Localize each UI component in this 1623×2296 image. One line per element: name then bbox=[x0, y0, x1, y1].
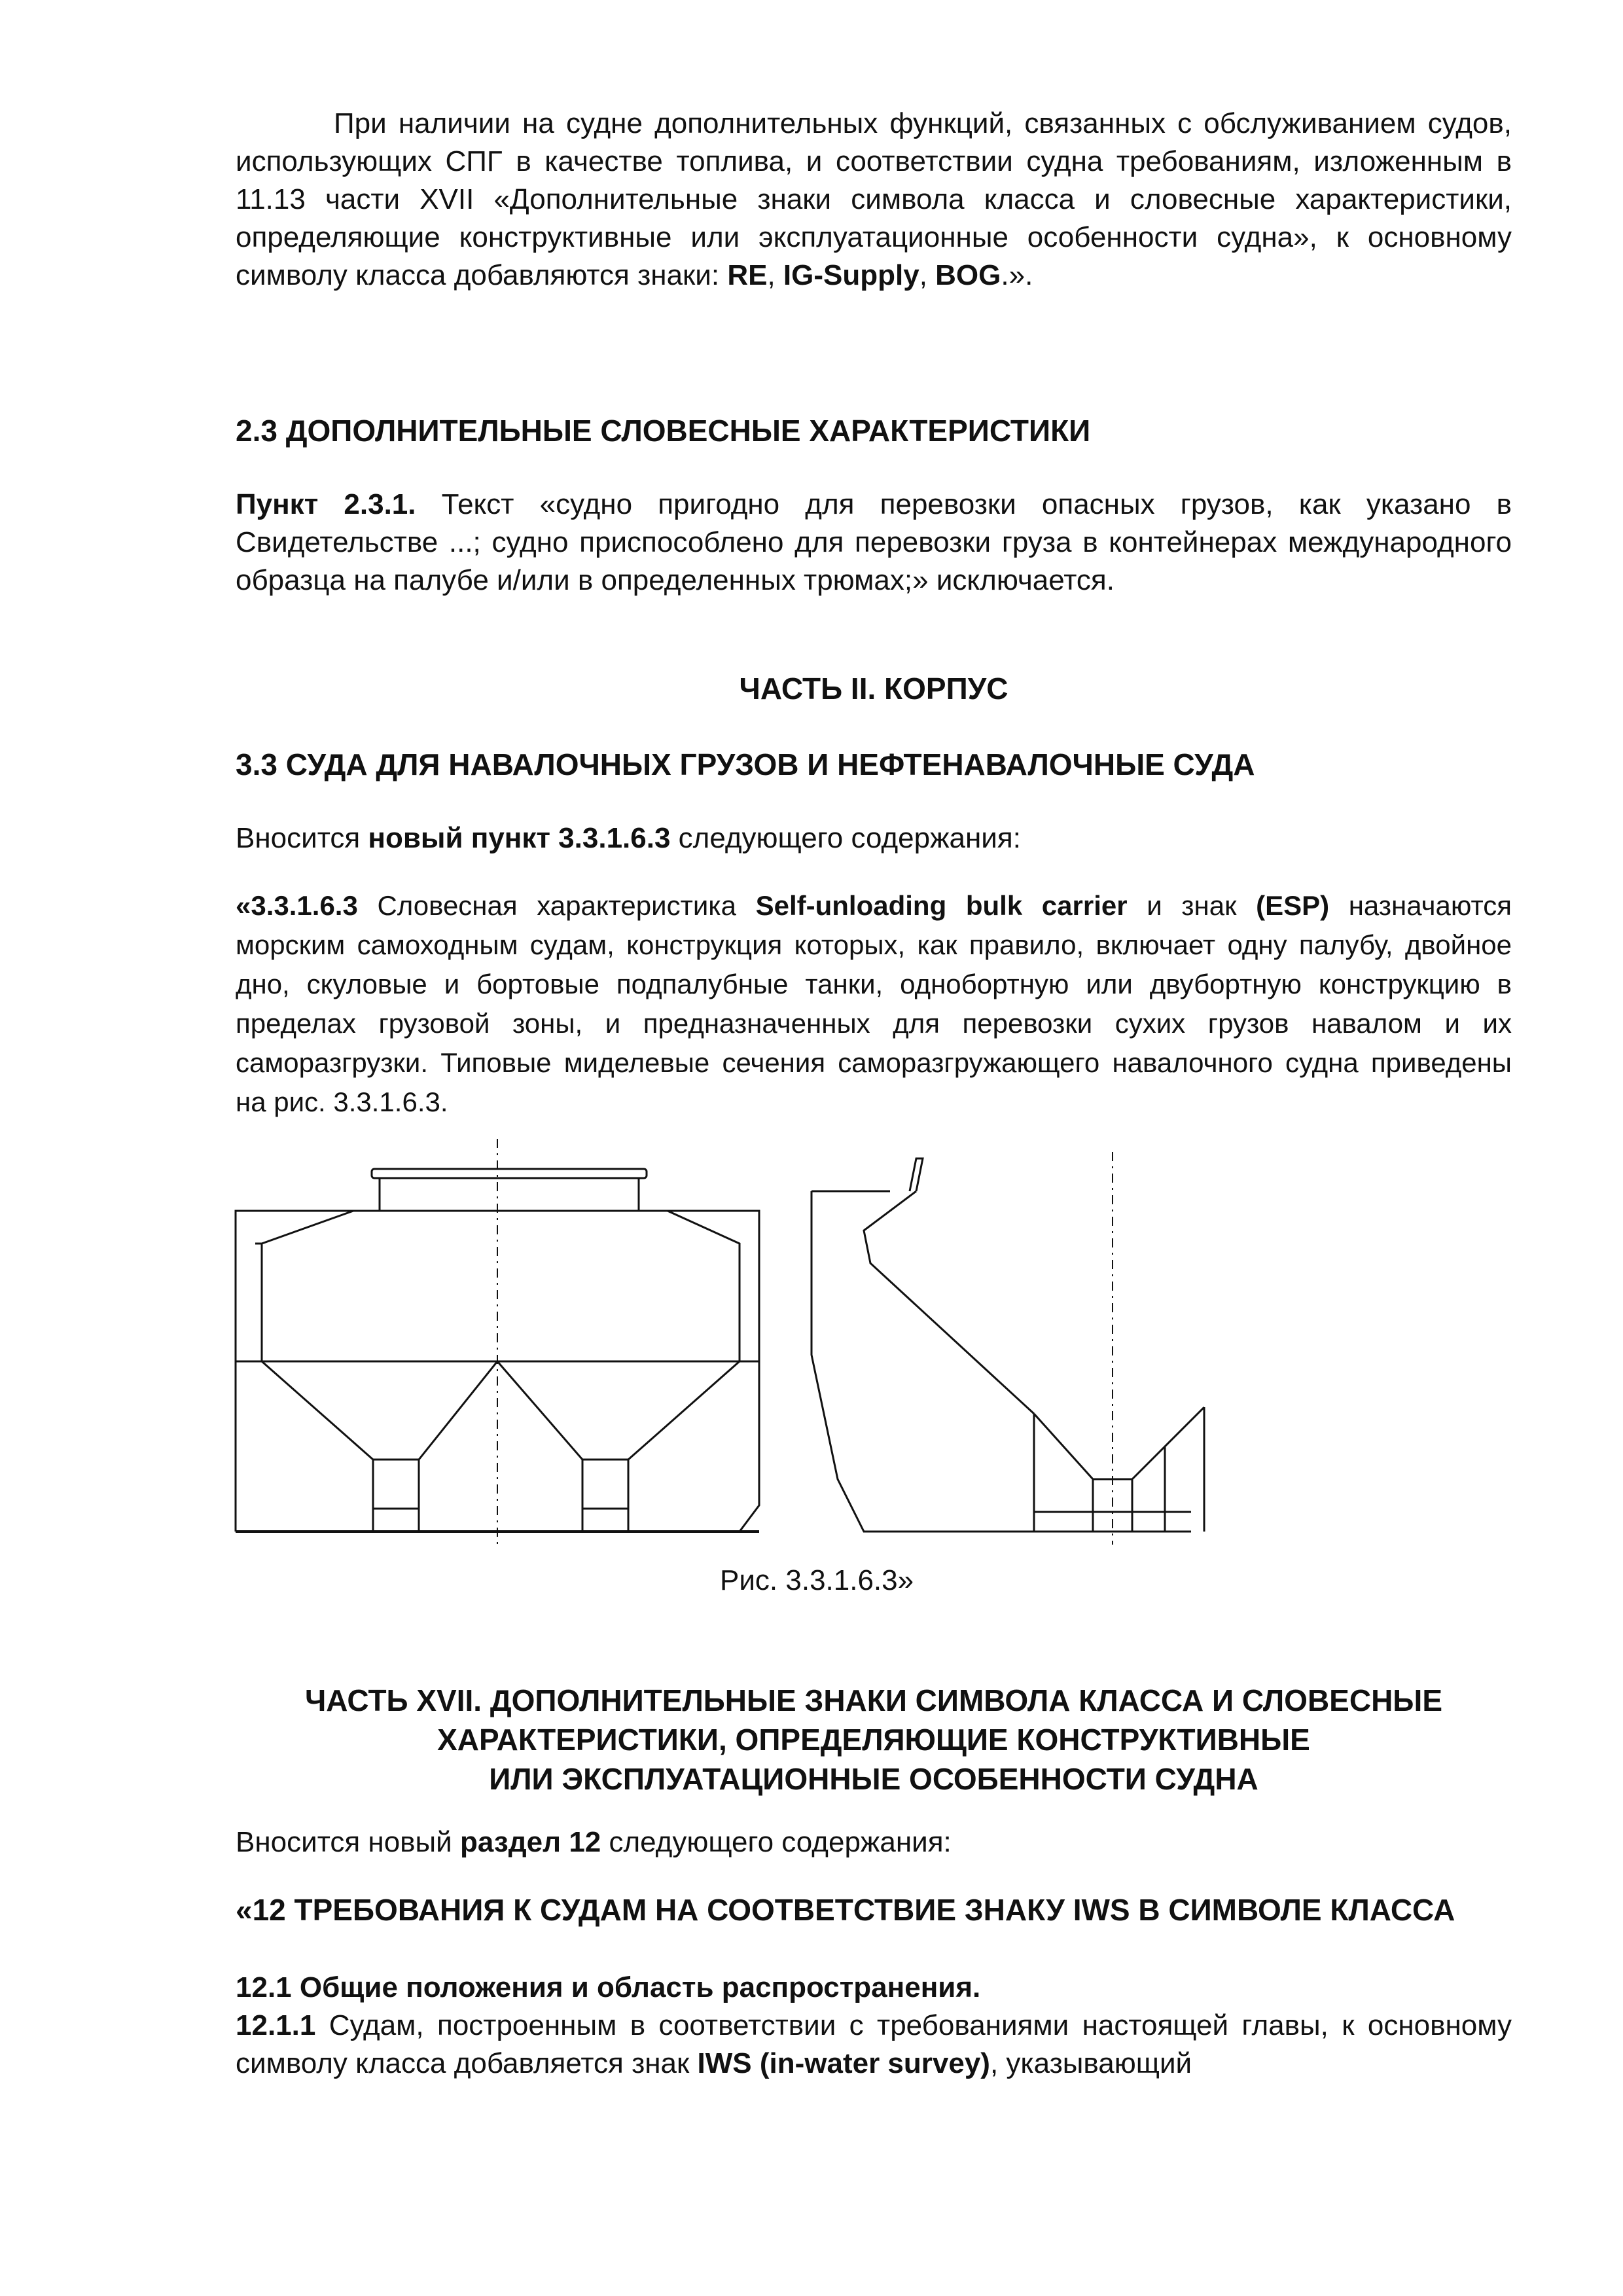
midship-sections-figure bbox=[223, 1139, 1243, 1545]
mark-re: RE bbox=[727, 259, 768, 291]
section-right-drawing bbox=[812, 1152, 1204, 1545]
paragraph-3-3-intro: Вносится новый пункт 3.3.1.6.3 следующего содержания: bbox=[236, 822, 1021, 854]
section-2-3 bbox=[236, 411, 1512, 450]
part-2-title: ЧАСТЬ II. КОРПУС bbox=[739, 672, 1008, 706]
section-2-3-heading: 2.3 ДОПОЛНИТЕЛЬНЫЕ СЛОВЕСНЫЕ ХАРАКТЕРИСТИКИ bbox=[236, 414, 1091, 448]
section-12-heading: «12 ТРЕБОВАНИЯ К СУДАМ НА СООТВЕТСТВИЕ ЗНАКУ IWS В СИМВОЛЕ КЛАССА bbox=[236, 1893, 1455, 1927]
section-12-1-heading: 12.1 Общие положения и область распространения. bbox=[236, 1971, 981, 2003]
paragraph-part-17-intro: Вносится новый раздел 12 следующего содержания: bbox=[236, 1826, 952, 1858]
section-left-drawing bbox=[236, 1139, 759, 1545]
paragraph-lng-functions: При наличии на судне дополнительных функций, связанных с обслуживанием судов, использующих СПГ в качестве топлива, и соответствии судна требованиям, изложенным в 11.13 части XVII «Дополнительные знаки символа класса и словесные характеристики, определяющие конструктивные или эксплуатационные особенности судна», к основному символу класса добавляются знаки: RE, IG-Supply, BOG.». bbox=[236, 107, 1512, 291]
section-3-3-heading: 3.3 СУДА ДЛЯ НАВАЛОЧНЫХ ГРУЗОВ И НЕФТЕНАВАЛОЧНЫЕ СУДА bbox=[236, 747, 1255, 781]
mark-bog: BOG bbox=[935, 259, 1001, 291]
mark-ig-supply: IG-Supply bbox=[783, 259, 919, 291]
paragraph-12-1-1: 12.1.1 Судам, построенным в соответствии с требованиями настоящей главы, к основному символу класса добавляется знак IWS (in-water survey), указывающий bbox=[236, 2009, 1512, 2079]
part-17-title: ЧАСТЬ XVII. ДОПОЛНИТЕЛЬНЫЕ ЗНАКИ СИМВОЛА КЛАССА И СЛОВЕСНЫЕ ХАРАКТЕРИСТИКИ, ОПРЕДЕЛЯЮЩИЕ КОНСТРУКТИВНЫЕ ИЛИ ЭКСПЛУАТАЦИОННЫЕ ОСОБЕННОСТИ СУДНА bbox=[304, 1683, 1443, 1796]
paragraph-3-3-1-6-3: «3.3.1.6.3 Словесная характеристика Self-unloading bulk carrier и знак (ESP) назначаются морским самоходным судам, конструкция которых, как правило, включает одну палубу, двойное дно, скуловые и бортовые подпалубные танки, однобортную или двубортную конструкцию в пределах грузовой зоны, и предназначенных для перевозки сухих грузов навалом и их саморазгрузки. Типовые миделевые сечения саморазгружающего навалочного судна приведены на рис. 3.3.1.6.3. bbox=[236, 890, 1512, 1117]
paragraph-2-3-1: Пункт 2.3.1. Текст «судно пригодно для перевозки опасных грузов, как указано в Свидетельстве ...; судно приспособлено для перевозки груза в контейнерах международного образца на палубе и/или в определенных трюмах;» исключается. bbox=[236, 488, 1512, 596]
section-3-3 bbox=[236, 745, 1512, 784]
figure-caption: Рис. 3.3.1.6.3» bbox=[720, 1564, 914, 1596]
